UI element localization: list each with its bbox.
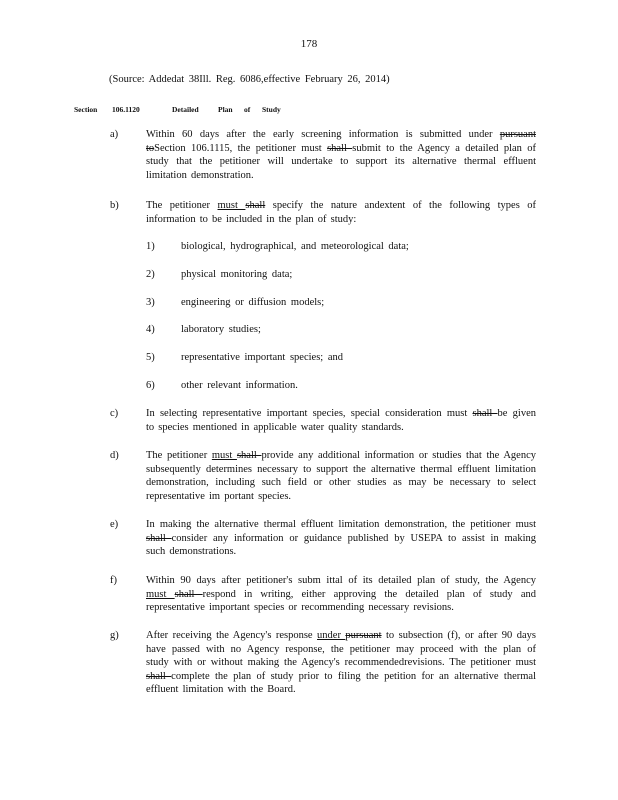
text: specify the nature andextent of the following types of information to be included in the plan of study: [146,200,537,225]
inserted-text: must [211,450,237,461]
paragraph-letter: e) [110,519,119,530]
text: to subsection (f), or after 90 days have passed with no Agency response, the petitioner may proceed with the plan of study with or without making the Agency's recommendedrevisions. The petitioner must [146,630,536,669]
paragraph-c [146,407,536,434]
list-item: other relevant information. [181,380,298,391]
list-item: biological, hydrographical, and meteorological data; [181,241,409,252]
list-number: 4) [146,324,155,335]
paragraph-f [146,574,536,615]
paragraph-d [146,449,536,503]
section-title-word: Study [262,105,281,114]
text: provide any additional information or studies that the Agency subsequently determines necessary to support the alternative thermal effluent limitation demonstration, including such field or other studies as may be necessary to select representative im portant species. [146,450,537,502]
stricken-text: shall [146,670,172,682]
stricken-text: shall [327,142,353,154]
page-number: 178 [300,38,318,50]
text: After receiving the Agency's response [146,630,318,641]
stricken-text: shall [245,200,266,211]
stricken-text: pursuant [345,630,382,641]
section-title-word: of [244,105,251,114]
list-item: engineering or diffusion models; [181,297,325,308]
list-number: 1) [146,241,155,252]
text: consider any information or guidance published by USEPA to assist in making such demonstrations. [146,532,536,558]
paragraph-e [146,518,536,559]
text: complete the plan of study prior to filing the petition for an alternative thermal effluent limitation with the Board. [146,670,536,696]
text: Within 90 days after petitioner's subm ittal of its detailed plan of study, the Agency [146,575,536,586]
text: Section 106.1115, the petitioner must [154,142,328,154]
paragraph-letter: a) [110,129,119,140]
list-item: laboratory studies; [181,324,261,335]
section-label: Section [74,105,98,114]
inserted-text: must [217,200,246,211]
list-number: 2) [146,269,155,280]
stricken-text: shall [146,532,172,544]
text: The petitioner [146,450,212,461]
stricken-text: shall [236,450,262,461]
paragraph-letter: g) [110,630,119,641]
stricken-text: shall [174,588,203,600]
text: In selecting representative important species, special consideration must [146,408,473,419]
list-number: 3) [146,297,155,308]
text: In making the alternative thermal effluent limitation demonstration, the petitioner must [146,519,536,530]
section-title-word: Detailed [172,105,199,114]
stricken-text: shall [472,408,498,419]
paragraph-letter: b) [110,200,119,211]
paragraph-letter: c) [110,408,119,419]
paragraph-letter: f) [110,575,117,586]
text: respond in writing, either approving the detailed plan of study and representative important species or recommending necessary revisions. [146,588,536,614]
list-item: representative important species; and [181,352,343,363]
inserted-text: must [146,588,175,600]
list-number: 6) [146,380,155,391]
paragraph-b [146,199,536,226]
list-item: physical monitoring data; [181,269,293,280]
section-number: 106.1120 [112,105,140,114]
section-heading [74,103,281,117]
text: Within 60 days after the early screening information is submitted under [146,129,500,140]
paragraph-letter: d) [110,450,119,461]
inserted-text: under [317,630,346,641]
text: submit to the Agency a detailed plan of study that the petitioner will undertake to support its alternative thermal effluent limitation demonstration. [146,142,536,181]
list-number: 5) [146,352,155,363]
source-citation: (Source: Addedat 38Ill. Reg. 6086,effective February 26, 2014) [109,74,390,85]
paragraph-g [146,629,536,697]
stricken-text: pursuant to [146,129,536,154]
text: be given to species mentioned in applicable water quality standards. [146,408,536,433]
section-title-word: Plan [218,105,233,114]
paragraph-a [146,128,536,182]
text: The petitioner [146,200,218,211]
